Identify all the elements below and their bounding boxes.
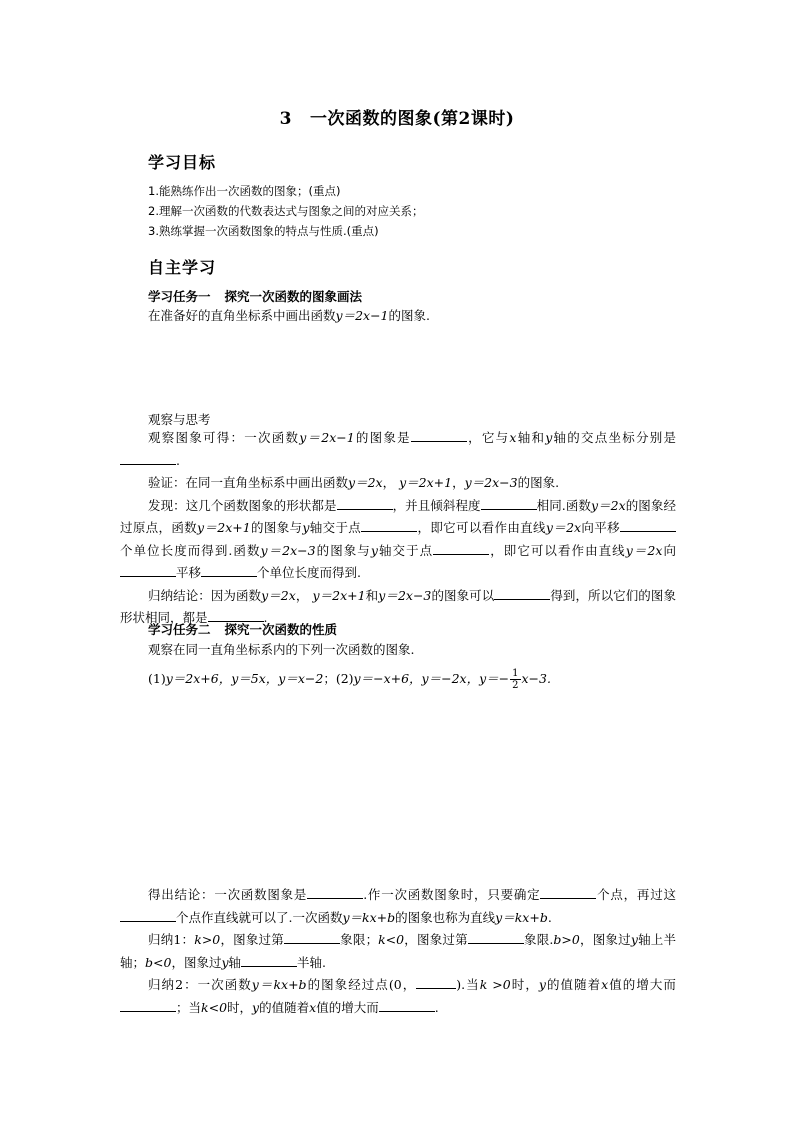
induction1-paragraph: 归纳1：k>0，图象过第 象限；k<0，图象过第 象限.b>0，图象过y轴上半轴；b<0，图象过y轴 半轴.	[120, 932, 676, 970]
conclusion-paragraph: 归纳结论：因为函数y＝2x， y＝2x+1和y＝2x−3的图象可以 得到，所以它们的图象形状相同，都是 .	[120, 587, 676, 625]
discover-paragraph: 发现：这几个函数图象的形状都是 ，并且倾斜程度 相同.函数y＝2x的图象经过原点，函数y＝2x+1的图象与y轴交于点 ，即它可以看作由直线y＝2x向平移个单位长度而得到.函数y＝2x−3的图象与y轴交于点 ，即它可以看作由直线y＝2x向平移 个单位长度而得到.	[120, 497, 676, 580]
function-list: (1)y＝2x+6，y＝5x，y＝x−2；(2)y＝−x+6，y＝−2x，y＝− $\frac{1}{2}$ x−3.	[148, 668, 551, 691]
lesson-number: 3	[279, 109, 292, 129]
blank-field[interactable]	[120, 909, 176, 922]
task2-heading	[148, 620, 337, 638]
blank-field[interactable]	[411, 429, 467, 442]
blank-field[interactable]	[337, 497, 393, 510]
blank-field[interactable]	[540, 886, 596, 899]
fraction-one-half: $\frac{1}{2}$	[512, 668, 519, 691]
observe-line: 观察图象可得：一次函数y＝2x−1的图象是 ，它与x轴和y轴的交点坐标分别是.	[120, 427, 676, 472]
blank-field[interactable]	[284, 931, 340, 944]
blank-field[interactable]	[468, 931, 524, 944]
task2-instruction: 观察在同一直角坐标系内的下列一次函数的图象.	[148, 642, 415, 657]
blank-field[interactable]	[307, 886, 363, 899]
task2-title: 探究一次函数的性质	[224, 622, 338, 637]
task1-instruction: 在准备好的直角坐标系中画出函数y＝2x−1的图象.	[148, 308, 430, 323]
lesson-title: 一次函数的图象(第2课时)	[309, 109, 515, 129]
blank-field[interactable]	[120, 452, 176, 465]
blank-field[interactable]	[620, 519, 676, 532]
induction2-paragraph: 归纳2：一次函数y＝kx+b的图象经过点(0， ).当k >0时，y的值随着x值的增大而；当k<0时，y的值随着x值的增大而 .	[120, 974, 676, 1019]
task1-label: 学习任务一	[148, 289, 211, 304]
goal-item-3: 3.熟练掌握一次函数图象的特点与性质.(重点)	[148, 224, 379, 238]
blank-field[interactable]	[120, 999, 176, 1012]
blank-field[interactable]	[379, 999, 435, 1012]
page-title	[0, 104, 794, 129]
blank-field[interactable]	[361, 519, 417, 532]
blank-field[interactable]	[120, 564, 176, 577]
result-block	[120, 884, 676, 1019]
blank-field[interactable]	[433, 542, 489, 555]
blank-field[interactable]	[201, 564, 257, 577]
heading-self-study: 自主学习	[148, 258, 217, 277]
goal-item-2: 2.理解一次函数的代数表达式与图象之间的对应关系；	[148, 204, 424, 218]
observe-block	[120, 427, 676, 630]
task1-heading	[148, 287, 362, 305]
goal-item-1: 1.能熟练作出一次函数的图象；(重点)	[148, 184, 341, 198]
result-paragraph: 得出结论：一次函数图象是 .作一次函数图象时，只要确定 个点，再过这个点作直线就可以了.一次函数y＝kx+b的图象也称为直线y＝kx+b.	[120, 884, 676, 929]
observe-heading: 观察与思考	[148, 412, 211, 427]
blank-field[interactable]	[481, 497, 537, 510]
task1-title: 探究一次函数的图象画法	[224, 289, 363, 304]
blank-field[interactable]	[494, 587, 550, 600]
heading-learning-goals: 学习目标	[148, 153, 217, 172]
blank-field[interactable]	[416, 976, 456, 989]
verify-line: 验证：在同一直角坐标系中画出函数y＝2x， y＝2x+1，y＝2x−3的图象.	[148, 475, 560, 490]
blank-field[interactable]	[241, 954, 297, 967]
task2-label: 学习任务二	[148, 622, 211, 637]
